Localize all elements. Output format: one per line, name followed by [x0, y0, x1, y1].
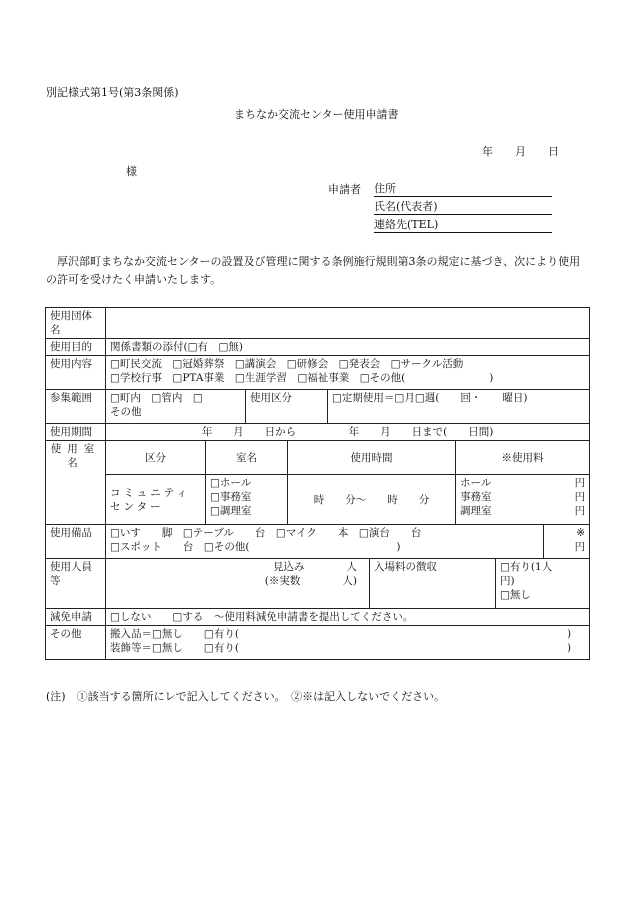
other-line2: 装飾等＝□無し □有り(	[110, 642, 239, 654]
reduction-field[interactable]: □しない □する ～使用料減免申請書を提出してください。	[106, 609, 590, 626]
group-name-field[interactable]	[106, 308, 590, 339]
row-people	[46, 559, 590, 609]
room-option-hall[interactable]: □ホール	[210, 477, 252, 489]
room-label: 使用室名	[46, 441, 106, 525]
applicant-address-field[interactable]	[374, 180, 552, 197]
form-title: まちなか交流センター使用申請書	[234, 108, 399, 121]
admission-no[interactable]: □無し	[500, 589, 531, 601]
scope-other: その他	[110, 406, 142, 418]
fee-row-kitchen	[460, 504, 585, 518]
admission-yes[interactable]: □有り(1人 円)	[500, 561, 574, 587]
time-field[interactable]: 時 分～ 時 分	[288, 475, 456, 525]
fee-unit: 円	[574, 505, 586, 517]
applicant-name-field[interactable]	[374, 198, 552, 215]
period-label: 使用期間	[46, 424, 106, 441]
equipment-line2: □スポット 台 □その他( )	[110, 541, 401, 553]
fee-name: ホール	[460, 477, 492, 489]
other-line2-row	[110, 641, 585, 655]
scope-label: 参集範囲	[46, 390, 106, 424]
row-content	[46, 356, 590, 390]
other-label: その他	[46, 626, 106, 660]
row-room-header	[46, 441, 590, 475]
other-line1-row	[110, 627, 585, 641]
row-room-body	[46, 475, 590, 525]
use-type-label: 使用区分	[246, 390, 328, 424]
people-actual: (※実数 人)	[264, 575, 357, 587]
purpose-field[interactable]: 関係書類の添付(□有 □無)	[106, 339, 590, 356]
col-room: 室名	[206, 441, 288, 475]
people-label: 使用人員等	[46, 559, 106, 609]
footnote: (注) ①該当する箇所にレで記入してください。 ②※は記入しないでください。	[46, 690, 446, 703]
row-group-name	[46, 308, 590, 339]
other-line1: 搬入品＝□無し □有り(	[110, 628, 239, 640]
use-type-field[interactable]: □定期使用＝□月□週( 回・ 曜日)	[328, 390, 590, 424]
row-period	[46, 424, 590, 441]
equipment-label: 使用備品	[46, 525, 106, 559]
row-purpose	[46, 339, 590, 356]
form-number: 別記様式第1号(第3条関係)	[46, 86, 179, 99]
scope-field[interactable]	[106, 390, 246, 424]
equipment-line1: □いす 脚 □テーブル 台 □マイク 本 □演台 台	[110, 527, 422, 539]
applicant-address-label: 住所	[374, 182, 396, 195]
applicant-name-label: 氏名(代表者)	[374, 200, 438, 213]
people-field[interactable]	[106, 559, 370, 609]
other-line1-close: )	[566, 628, 572, 640]
row-equipment	[46, 525, 590, 559]
date-line: 年 月 日	[482, 145, 559, 158]
equipment-fee-unit: 円	[574, 541, 586, 553]
col-time: 使用時間	[288, 441, 456, 475]
fee-field	[456, 475, 590, 525]
col-fee: ※使用料	[456, 441, 590, 475]
row-other	[46, 626, 590, 660]
applicant-label: 申請者	[328, 183, 361, 196]
room-option-office[interactable]: □事務室	[210, 491, 252, 503]
group-name-label: 使用団体名	[46, 308, 106, 339]
applicant-contact-label: 連絡先(TEL)	[374, 218, 439, 231]
equipment-fee	[544, 525, 590, 559]
purpose-label: 使用目的	[46, 339, 106, 356]
other-field[interactable]	[106, 626, 590, 660]
admission-label: 入場料の徴収	[370, 559, 496, 609]
reduction-label: 減免申請	[46, 609, 106, 626]
application-table	[45, 307, 590, 660]
other-line2-close: )	[566, 642, 572, 654]
period-field[interactable]: 年 月 日から 年 月 日まで( 日間)	[106, 424, 590, 441]
addressee: 様	[126, 165, 137, 178]
equipment-fee-mark: ※	[576, 527, 586, 539]
fee-row-office	[460, 490, 585, 504]
content-options-line2: □学校行事 □PTA事業 □生涯学習 □福祉事業 □その他( )	[110, 372, 494, 384]
room-options[interactable]	[206, 475, 288, 525]
fee-unit: 円	[574, 477, 586, 489]
content-label: 使用内容	[46, 356, 106, 390]
equipment-field[interactable]	[106, 525, 544, 559]
scope-options: □町内 □管内 □	[110, 392, 203, 404]
admission-field[interactable]	[496, 559, 590, 609]
content-field[interactable]	[106, 356, 590, 390]
row-scope	[46, 390, 590, 424]
fee-row-hall	[460, 476, 585, 490]
people-estimate: 見込み 人	[273, 561, 357, 573]
community-center: コミュニティセンター	[106, 475, 206, 525]
row-reduction	[46, 609, 590, 626]
room-option-kitchen[interactable]: □調理室	[210, 505, 252, 517]
col-category: 区分	[106, 441, 206, 475]
content-options-line1: □町民交流 □冠婚葬祭 □講演会 □研修会 □発表会 □サークル活動	[110, 358, 464, 370]
fee-name: 事務室	[460, 491, 492, 503]
intro-paragraph: 厚沢部町まちなか交流センターの設置及び管理に関する条例施行規則第3条の規定に基づき、次により使用の許可を受けたく申請いたします。	[46, 255, 581, 286]
applicant-contact-field[interactable]	[374, 216, 552, 233]
fee-name: 調理室	[460, 505, 492, 517]
fee-unit: 円	[574, 491, 586, 503]
